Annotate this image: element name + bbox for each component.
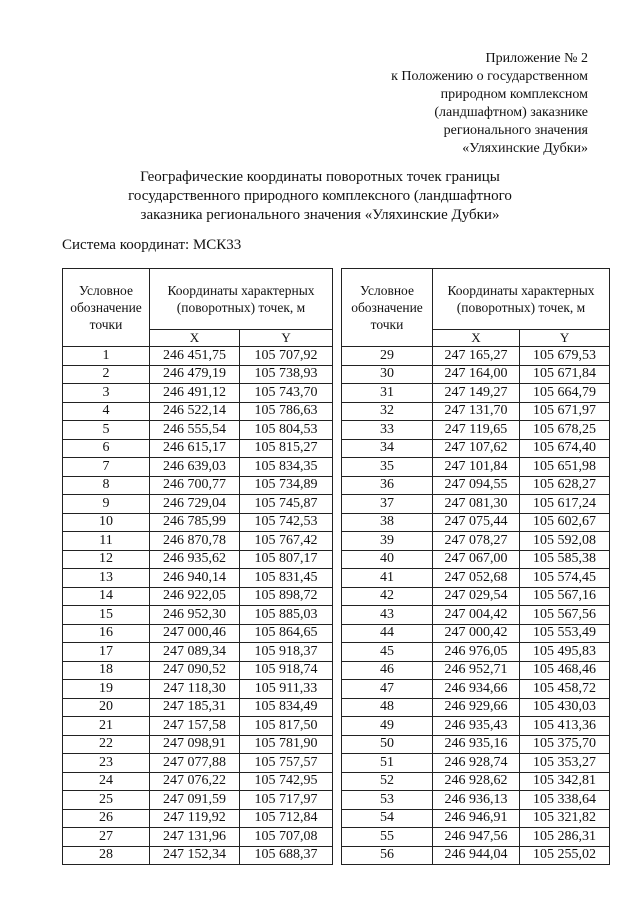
y-coordinate: 105 742,53: [240, 513, 333, 532]
x-coordinate: 247 077,88: [150, 754, 240, 773]
y-coordinate: 105 664,79: [520, 384, 610, 403]
point-number: 40: [342, 550, 433, 569]
x-coordinate: 246 935,16: [433, 735, 520, 754]
point-number: 5: [63, 421, 150, 440]
y-coordinate: 105 786,63: [240, 402, 333, 421]
table-row: [63, 772, 333, 791]
point-number: 7: [63, 458, 150, 477]
table-row: [342, 476, 610, 495]
table-row: [63, 661, 333, 680]
table-row: [63, 550, 333, 569]
x-coordinate: 246 491,12: [150, 384, 240, 403]
table-row: [342, 384, 610, 403]
x-coordinate: 246 935,43: [433, 717, 520, 736]
y-coordinate: 105 574,45: [520, 569, 610, 588]
y-coordinate: 105 342,81: [520, 772, 610, 791]
y-coordinate: 105 834,35: [240, 458, 333, 477]
coordinate-system-label: Система координат: МСК33: [62, 237, 242, 253]
table-row: [63, 698, 333, 717]
y-coordinate: 105 671,97: [520, 402, 610, 421]
point-number: 53: [342, 791, 433, 810]
appendix-line: Приложение № 2: [485, 51, 588, 66]
table-row: [342, 643, 610, 662]
appendix-line: «Уляхинские Дубки»: [462, 141, 588, 156]
point-number: 19: [63, 680, 150, 699]
point-number: 29: [342, 347, 433, 366]
y-coordinate: 105 898,72: [240, 587, 333, 606]
y-coordinate: 105 674,40: [520, 439, 610, 458]
x-coordinate: 247 000,46: [150, 624, 240, 643]
x-coordinate: 246 928,62: [433, 772, 520, 791]
y-axis-header: Y: [520, 330, 610, 347]
y-coordinate: 105 585,38: [520, 550, 610, 569]
x-coordinate: 247 119,65: [433, 421, 520, 440]
table-row: [342, 439, 610, 458]
table-row: [63, 347, 333, 366]
y-coordinate: 105 688,37: [240, 846, 333, 865]
point-name-header: Условное обозначение точки: [342, 269, 433, 347]
table-row: [342, 347, 610, 366]
y-coordinate: 105 617,24: [520, 495, 610, 514]
point-number: 31: [342, 384, 433, 403]
point-number: 25: [63, 791, 150, 810]
point-number: 21: [63, 717, 150, 736]
y-coordinate: 105 918,74: [240, 661, 333, 680]
x-coordinate: 247 164,00: [433, 365, 520, 384]
document-title: [80, 168, 560, 225]
y-coordinate: 105 651,98: [520, 458, 610, 477]
table-row: [342, 402, 610, 421]
point-number: 32: [342, 402, 433, 421]
x-coordinate: 246 785,99: [150, 513, 240, 532]
point-number: 37: [342, 495, 433, 514]
x-coordinate: 246 946,91: [433, 809, 520, 828]
y-coordinate: 105 353,27: [520, 754, 610, 773]
y-coordinate: 105 468,46: [520, 661, 610, 680]
x-coordinate: 246 555,54: [150, 421, 240, 440]
x-coordinate: 247 078,27: [433, 532, 520, 551]
y-coordinate: 105 602,67: [520, 513, 610, 532]
table-row: [342, 754, 610, 773]
point-number: 48: [342, 698, 433, 717]
x-coordinate: 246 479,19: [150, 365, 240, 384]
appendix-line: к Положению о государственном: [391, 69, 588, 84]
point-number: 47: [342, 680, 433, 699]
x-coordinate: 247 090,52: [150, 661, 240, 680]
table-row: [342, 698, 610, 717]
table-row: [63, 735, 333, 754]
x-coordinate: 246 922,05: [150, 587, 240, 606]
point-number: 8: [63, 476, 150, 495]
table-row: [63, 717, 333, 736]
x-coordinate: 247 118,30: [150, 680, 240, 699]
point-number: 41: [342, 569, 433, 588]
table-row: [342, 772, 610, 791]
point-number: 55: [342, 828, 433, 847]
point-number: 51: [342, 754, 433, 773]
x-coordinate: 246 729,04: [150, 495, 240, 514]
point-number: 9: [63, 495, 150, 514]
point-number: 22: [63, 735, 150, 754]
point-number: 4: [63, 402, 150, 421]
point-number: 10: [63, 513, 150, 532]
appendix-line: регионального значения: [443, 123, 588, 138]
appendix-line: (ландшафтном) заказнике: [434, 105, 588, 120]
x-coordinate: 246 615,17: [150, 439, 240, 458]
table-row: [63, 402, 333, 421]
table-row: [342, 791, 610, 810]
table-row: [342, 624, 610, 643]
table-row: [63, 421, 333, 440]
y-coordinate: 105 815,27: [240, 439, 333, 458]
table-row: [63, 458, 333, 477]
x-coordinate: 246 451,75: [150, 347, 240, 366]
x-coordinate: 246 944,04: [433, 846, 520, 865]
y-coordinate: 105 834,49: [240, 698, 333, 717]
table-row: [342, 809, 610, 828]
x-coordinate: 247 185,31: [150, 698, 240, 717]
point-number: 44: [342, 624, 433, 643]
point-number: 16: [63, 624, 150, 643]
table-row: [63, 606, 333, 625]
table-row: [342, 680, 610, 699]
x-coordinate: 247 000,42: [433, 624, 520, 643]
coordinates-header: Координаты характерных (поворотных) точек, м: [150, 269, 333, 330]
point-number: 46: [342, 661, 433, 680]
table-row: [63, 532, 333, 551]
table-row: [342, 569, 610, 588]
point-number: 52: [342, 772, 433, 791]
point-number: 43: [342, 606, 433, 625]
x-coordinate: 247 067,00: [433, 550, 520, 569]
y-coordinate: 105 679,53: [520, 347, 610, 366]
x-coordinate: 246 928,74: [433, 754, 520, 773]
x-coordinate: 247 149,27: [433, 384, 520, 403]
point-number: 12: [63, 550, 150, 569]
y-coordinate: 105 767,42: [240, 532, 333, 551]
point-number: 42: [342, 587, 433, 606]
y-coordinate: 105 430,03: [520, 698, 610, 717]
point-number: 3: [63, 384, 150, 403]
y-coordinate: 105 807,17: [240, 550, 333, 569]
table-row: [63, 587, 333, 606]
x-coordinate: 247 152,34: [150, 846, 240, 865]
table-row: [342, 606, 610, 625]
table-row: [63, 569, 333, 588]
x-coordinate: 246 936,13: [433, 791, 520, 810]
x-axis-header: X: [150, 330, 240, 347]
x-axis-header: X: [433, 330, 520, 347]
x-coordinate: 247 004,42: [433, 606, 520, 625]
y-coordinate: 105 817,50: [240, 717, 333, 736]
point-number: 20: [63, 698, 150, 717]
x-coordinate: 246 929,66: [433, 698, 520, 717]
point-number: 2: [63, 365, 150, 384]
point-number: 56: [342, 846, 433, 865]
x-coordinate: 247 119,92: [150, 809, 240, 828]
point-number: 27: [63, 828, 150, 847]
point-name-header: Условное обозначение точки: [63, 269, 150, 347]
x-coordinate: 246 976,05: [433, 643, 520, 662]
point-number: 11: [63, 532, 150, 551]
point-number: 34: [342, 439, 433, 458]
y-coordinate: 105 911,33: [240, 680, 333, 699]
table-row: [63, 680, 333, 699]
point-number: 35: [342, 458, 433, 477]
table-body-right: [342, 347, 610, 865]
table-row: [63, 846, 333, 865]
x-coordinate: 247 076,22: [150, 772, 240, 791]
table-row: [342, 421, 610, 440]
y-coordinate: 105 413,36: [520, 717, 610, 736]
table-row: [63, 624, 333, 643]
x-coordinate: 247 091,59: [150, 791, 240, 810]
table-row: [342, 495, 610, 514]
x-coordinate: 247 089,34: [150, 643, 240, 662]
point-number: 13: [63, 569, 150, 588]
table-row: [342, 661, 610, 680]
point-number: 38: [342, 513, 433, 532]
y-coordinate: 105 918,37: [240, 643, 333, 662]
y-coordinate: 105 742,95: [240, 772, 333, 791]
x-coordinate: 246 522,14: [150, 402, 240, 421]
table-row: [63, 513, 333, 532]
y-coordinate: 105 628,27: [520, 476, 610, 495]
y-coordinate: 105 712,84: [240, 809, 333, 828]
y-coordinate: 105 781,90: [240, 735, 333, 754]
point-number: 28: [63, 846, 150, 865]
point-number: 54: [342, 809, 433, 828]
y-coordinate: 105 678,25: [520, 421, 610, 440]
y-coordinate: 105 495,83: [520, 643, 610, 662]
y-coordinate: 105 375,70: [520, 735, 610, 754]
table-row: [63, 365, 333, 384]
y-coordinate: 105 864,65: [240, 624, 333, 643]
x-coordinate: 246 952,71: [433, 661, 520, 680]
table-body-left: [63, 347, 333, 865]
point-number: 24: [63, 772, 150, 791]
x-coordinate: 247 098,91: [150, 735, 240, 754]
y-coordinate: 105 757,57: [240, 754, 333, 773]
table-row: [342, 513, 610, 532]
coordinates-table-right: [341, 268, 610, 865]
table-row: [63, 643, 333, 662]
title-line: государственного природного комплексного (ландшафтного: [128, 188, 512, 204]
point-number: 45: [342, 643, 433, 662]
x-coordinate: 247 165,27: [433, 347, 520, 366]
x-coordinate: 246 870,78: [150, 532, 240, 551]
y-coordinate: 105 671,84: [520, 365, 610, 384]
y-coordinate: 105 885,03: [240, 606, 333, 625]
x-coordinate: 246 952,30: [150, 606, 240, 625]
y-coordinate: 105 707,08: [240, 828, 333, 847]
point-number: 23: [63, 754, 150, 773]
y-coordinate: 105 592,08: [520, 532, 610, 551]
point-number: 17: [63, 643, 150, 662]
y-coordinate: 105 321,82: [520, 809, 610, 828]
table-row: [63, 809, 333, 828]
y-coordinate: 105 738,93: [240, 365, 333, 384]
table-row: [63, 828, 333, 847]
y-coordinate: 105 804,53: [240, 421, 333, 440]
x-coordinate: 246 935,62: [150, 550, 240, 569]
table-row: [342, 828, 610, 847]
x-coordinate: 247 052,68: [433, 569, 520, 588]
y-coordinate: 105 717,97: [240, 791, 333, 810]
y-coordinate: 105 831,45: [240, 569, 333, 588]
table-row: [342, 587, 610, 606]
x-coordinate: 246 700,77: [150, 476, 240, 495]
x-coordinate: 247 081,30: [433, 495, 520, 514]
y-coordinate: 105 338,64: [520, 791, 610, 810]
y-coordinate: 105 745,87: [240, 495, 333, 514]
y-coordinate: 105 707,92: [240, 347, 333, 366]
appendix-reference: [391, 50, 588, 158]
x-coordinate: 246 934,66: [433, 680, 520, 699]
table-row: [342, 365, 610, 384]
x-coordinate: 247 075,44: [433, 513, 520, 532]
table-row: [63, 439, 333, 458]
table-row: [342, 735, 610, 754]
y-coordinate: 105 458,72: [520, 680, 610, 699]
point-number: 26: [63, 809, 150, 828]
table-row: [63, 476, 333, 495]
y-coordinate: 105 567,16: [520, 587, 610, 606]
table-row: [63, 791, 333, 810]
coordinates-table-left: [62, 268, 333, 865]
point-number: 36: [342, 476, 433, 495]
point-number: 6: [63, 439, 150, 458]
point-number: 18: [63, 661, 150, 680]
coordinates-header: Координаты характерных (поворотных) точек, м: [433, 269, 610, 330]
point-number: 30: [342, 365, 433, 384]
x-coordinate: 247 094,55: [433, 476, 520, 495]
point-number: 49: [342, 717, 433, 736]
table-row: [342, 846, 610, 865]
x-coordinate: 246 940,14: [150, 569, 240, 588]
x-coordinate: 247 107,62: [433, 439, 520, 458]
point-number: 50: [342, 735, 433, 754]
x-coordinate: 247 101,84: [433, 458, 520, 477]
y-coordinate: 105 255,02: [520, 846, 610, 865]
point-number: 33: [342, 421, 433, 440]
table-row: [342, 532, 610, 551]
y-coordinate: 105 734,89: [240, 476, 333, 495]
title-line: Географические координаты поворотных точек границы: [140, 169, 500, 185]
x-coordinate: 247 131,70: [433, 402, 520, 421]
table-row: [342, 717, 610, 736]
x-coordinate: 247 131,96: [150, 828, 240, 847]
point-number: 39: [342, 532, 433, 551]
table-row: [63, 384, 333, 403]
table-row: [342, 550, 610, 569]
y-coordinate: 105 567,56: [520, 606, 610, 625]
table-row: [63, 495, 333, 514]
y-coordinate: 105 743,70: [240, 384, 333, 403]
y-axis-header: Y: [240, 330, 333, 347]
title-line: заказника регионального значения «Уляхинские Дубки»: [140, 207, 500, 223]
table-row: [63, 754, 333, 773]
x-coordinate: 247 157,58: [150, 717, 240, 736]
y-coordinate: 105 286,31: [520, 828, 610, 847]
x-coordinate: 246 639,03: [150, 458, 240, 477]
y-coordinate: 105 553,49: [520, 624, 610, 643]
point-number: 14: [63, 587, 150, 606]
point-number: 15: [63, 606, 150, 625]
x-coordinate: 247 029,54: [433, 587, 520, 606]
appendix-line: природном комплексном: [440, 87, 588, 102]
point-number: 1: [63, 347, 150, 366]
table-row: [342, 458, 610, 477]
x-coordinate: 246 947,56: [433, 828, 520, 847]
